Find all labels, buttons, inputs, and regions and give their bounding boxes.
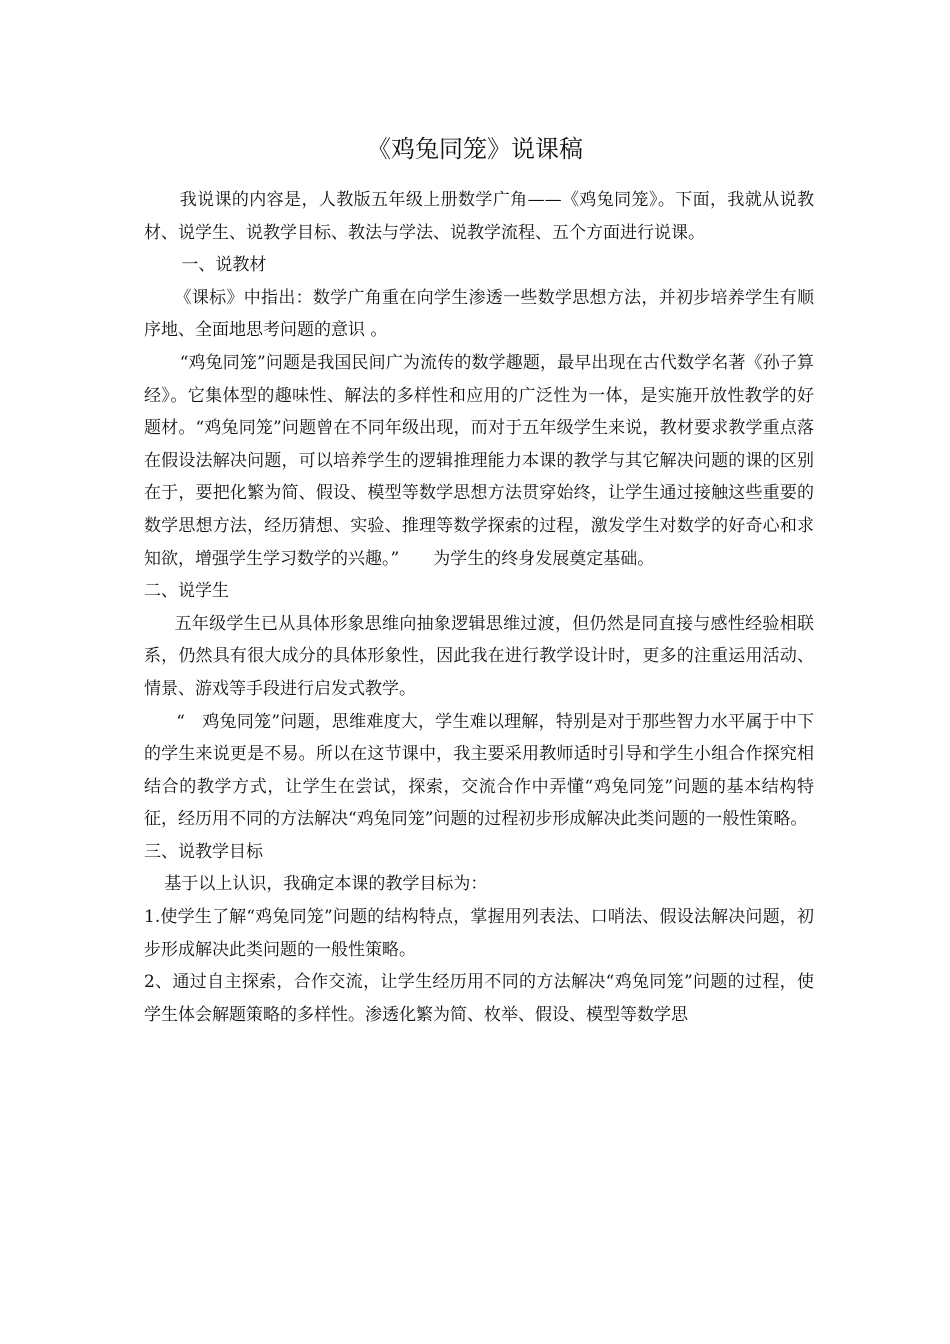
section-heading-objectives: 三、说教学目标 [144,841,263,862]
objectives-intro: 基于以上认识，我确定本课的教学目标为： [164,874,488,895]
section-heading-students: 二、说学生 [144,581,229,602]
students-paragraph-2: “ 鸡兔同笼”问题，思维难度大，学生难以理解，特别是对于那些智力水平属于中下的学生来说更是不易。所以在这节课中，我主要采用教师适时引导和学生小组合作探究相结合的教学方式，让学生在尝试，探索，交流合作中弄懂“鸡兔同笼”问题的基本结构特征，经历用不同的方法解决“鸡兔同笼”问题的过程初步形成解决此类问题的一般性策略。 [144,711,814,830]
textbook-analysis-paragraph: “鸡兔同笼”问题是我国民间广为流传的数学趣题，最早出现在古代数学名著《孙子算经》。它集体型的趣味性、解法的多样性和应用的广泛性为一体，是实施开放性教学的好题材。“鸡兔同笼”问题曾在不同年级出现，而对于五年级学生来说，教材要求教学重点落在假设法解决问题，可以培养学生的逻辑推理能力本课的教学与其它解决问题的课的区别在于，要把化繁为简、假设、模型等数学思想方法贯穿始终，让学生通过接触这些重要的数学思想方法，经历猜想、实验、推理等数学探索的过程，激发学生对数学的好奇心和求知欲，增强学生学习数学的兴趣。” 为学生的终身发展奠定基础。 [144,352,814,569]
curriculum-paragraph: 《课标》中指出：数学广角重在向学生渗透一些数学思想方法，并初步培养学生有顺序地、全面地思考问题的意识 。 [144,287,814,341]
objective-1: 1.使学生了解“鸡兔同笼”问题的结构特点，掌握用列表法、口哨法、假设法解决问题，初步形成解决此类问题的一般性策略。 [144,907,814,960]
objective-2: 2、通过自主探索，合作交流，让学生经历用不同的方法解决“鸡兔同笼”问题的过程，使学生体会解题策略的多样性。渗透化繁为简、枚举、假设、模型等数学思 [144,972,814,1025]
document-body [144,184,814,1031]
intro-paragraph: 我说课的内容是，人教版五年级上册数学广角——《鸡兔同笼》。下面，我就从说教材、说学生、说教学目标、教法与学法、说教学流程、五个方面进行说课。 [144,190,814,243]
students-paragraph-1: 五年级学生已从具体形象思维向抽象逻辑思维过渡，但仍然是同直接与感性经验相联系，仍然具有很大成分的具体形象性，因此我在进行教学设计时，更多的注重运用活动、情景、游戏等手段进行启发式教学。 [144,613,814,699]
document-title: 《鸡兔同笼》说课稿 [367,135,583,163]
section-heading-textbook: 一、说教材 [181,255,267,276]
